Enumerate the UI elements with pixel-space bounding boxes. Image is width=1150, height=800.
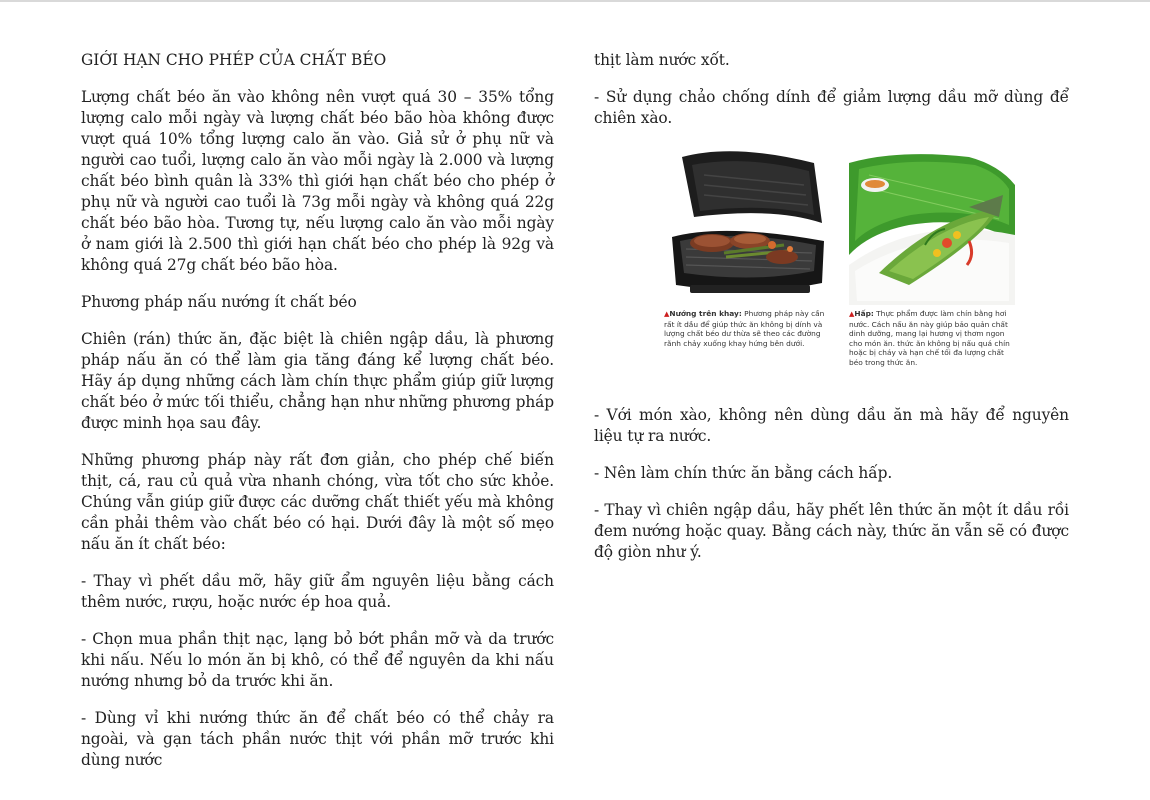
tip-lean-meat: - Chọn mua phần thịt nạc, lạng bỏ bớt phần mỡ và da trước khi nấu. Nếu lo món ăn bị khô, có thể để nguyên da khi nấu nướng nhưng bỏ da trước khi ăn. — [81, 630, 554, 690]
right-column — [594, 50, 1069, 579]
continued-text: thịt làm nước xốt. — [594, 51, 730, 69]
tip-grill-rack: - Dùng vỉ khi nướng thức ăn để chất béo có thể chảy ra ngoài, và gạn tách phần nước thịt với phần mỡ trước khi dùng nước — [81, 709, 554, 769]
figures — [594, 145, 1069, 389]
triangle-bullet-icon: ▲ — [849, 310, 855, 318]
steam-caption-title: Hấp: — [854, 309, 874, 318]
triangle-bullet-icon: ▲ — [664, 310, 670, 318]
fat-limit-paragraph: Lượng chất béo ăn vào không nên vượt quá 30 – 35% tổng lượng calo mỗi ngày và lượng chất béo bão hòa không được vượt quá 10% tổng lượng calo ăn vào. Giả sử ở phụ nữ và người cao tuổi, lượng calo ăn vào mỗi ngày là 2.000 và lượng chất béo bình quân là 33% thì giới hạn chất béo cho phép ở phụ nữ và người cao tuổi là 73g mỗi ngày và không quá 22g chất béo bão hòa. Tương tự, nếu lượng calo ăn vào mỗi ngày ở nam giới là 2.500 thì giới hạn chất béo cho phép là 92g và không quá 27g chất béo bão hòa. — [81, 88, 554, 274]
grill-caption-text: Phương pháp này cần rất ít dầu để giúp thức ăn không bị dính và lượng chất béo dư thừa sẽ theo các đường rãnh chảy xuống khay hứng bên dưới. — [664, 309, 825, 348]
grill-caption-title: Nướng trên khay: — [669, 309, 742, 318]
frying-paragraph: Chiên (rán) thức ăn, đặc biệt là chiên ngập dầu, là phương pháp nấu ăn có thể làm gia tăng đáng kể lượng chất béo. Hãy áp dụng những cách làm chín thực phẩm giúp giữ lượng chất béo ở mức tối thiểu, chẳng hạn như những phương pháp được minh họa sau đây. — [81, 330, 554, 432]
steamed-fish-illustration — [849, 145, 1015, 305]
tip-moisture: - Thay vì phết dầu mỡ, hãy giữ ẩm nguyên liệu bằng cách thêm nước, rượu, hoặc nước ép hoa quả. — [81, 572, 554, 611]
steam-caption-text: Thực phẩm được làm chín bằng hơi nước. Cách nấu ăn này giúp bảo quản chất dinh dưỡng, mang lại hương vị thơm ngon cho món ăn. thức ăn không bị nấu quá chín hoặc bị cháy và hạn chế tối đa lượng chất béo trong thức ăn. — [849, 309, 1010, 367]
methods-paragraph: Những phương pháp này rất đơn giản, cho phép chế biến thịt, cá, rau củ quả vừa nhanh chóng, vừa tốt cho sức khỏe. Chúng vẫn giúp giữ được các dưỡng chất thiết yếu mà không cần phải thêm vào chất béo có hại. Dưới đây là một số mẹo nấu ăn ít chất béo: — [81, 451, 554, 553]
grill-figure — [664, 145, 834, 348]
section-heading: GIỚI HẠN CHO PHÉP CỦA CHẤT BÉO — [81, 51, 387, 69]
tip-roast: - Thay vì chiên ngập dầu, hãy phết lên thức ăn một ít dầu rồi đem nướng hoặc quay. Bằng cách này, thức ăn vẫn sẽ có được độ giòn như ý. — [594, 501, 1069, 561]
cooking-methods-subheading: Phương pháp nấu nướng ít chất béo — [81, 293, 357, 311]
steam-caption — [849, 309, 1015, 368]
grill-caption — [664, 309, 834, 348]
tip-steam: - Nên làm chín thức ăn bằng cách hấp. — [594, 464, 893, 482]
tip-stir-fry: - Với món xào, không nên dùng dầu ăn mà hãy để nguyên liệu tự ra nước. — [594, 406, 1069, 445]
tip-nonstick-pan: - Sử dụng chảo chống dính để giảm lượng dầu mỡ dùng để chiên xào. — [594, 88, 1069, 127]
grill-illustration — [664, 145, 834, 305]
steam-figure — [849, 145, 1015, 368]
top-border — [0, 0, 1150, 2]
left-column — [81, 50, 554, 787]
